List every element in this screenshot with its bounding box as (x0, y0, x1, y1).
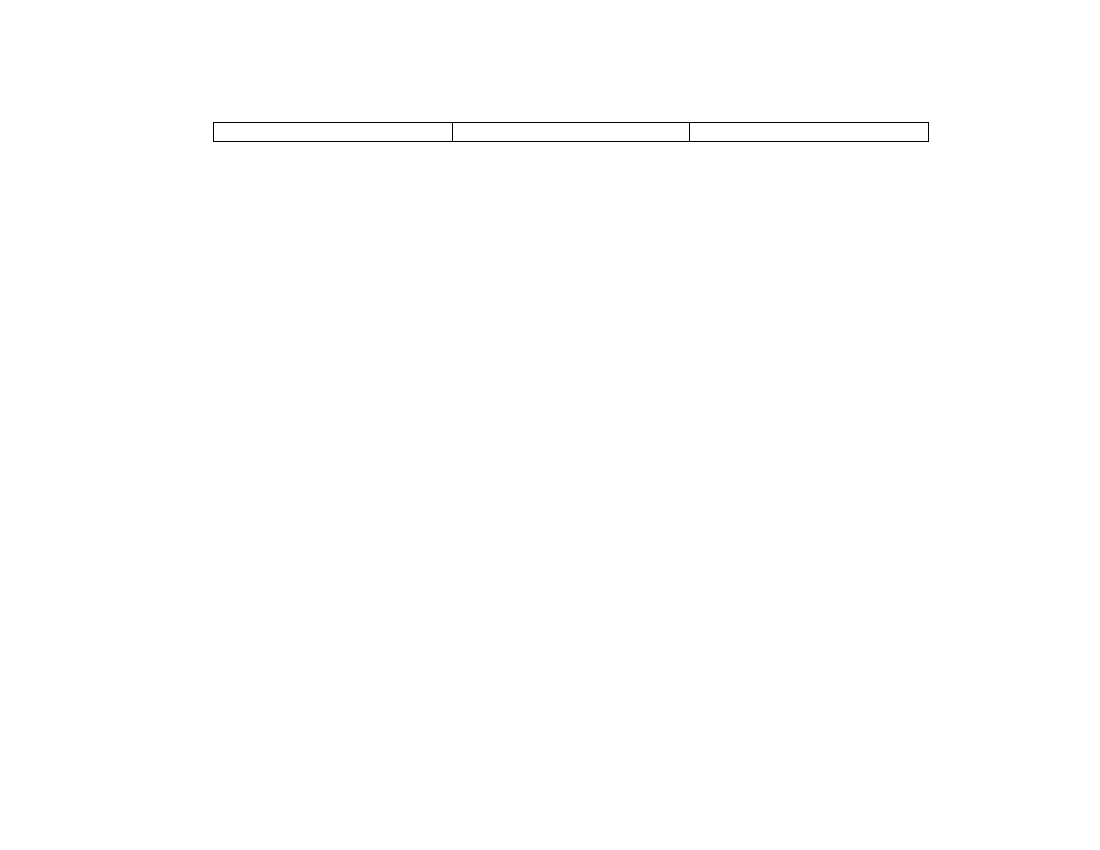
judge-2-name (452, 122, 690, 142)
judge-3-name (689, 122, 929, 142)
judge-1-name (213, 122, 453, 142)
